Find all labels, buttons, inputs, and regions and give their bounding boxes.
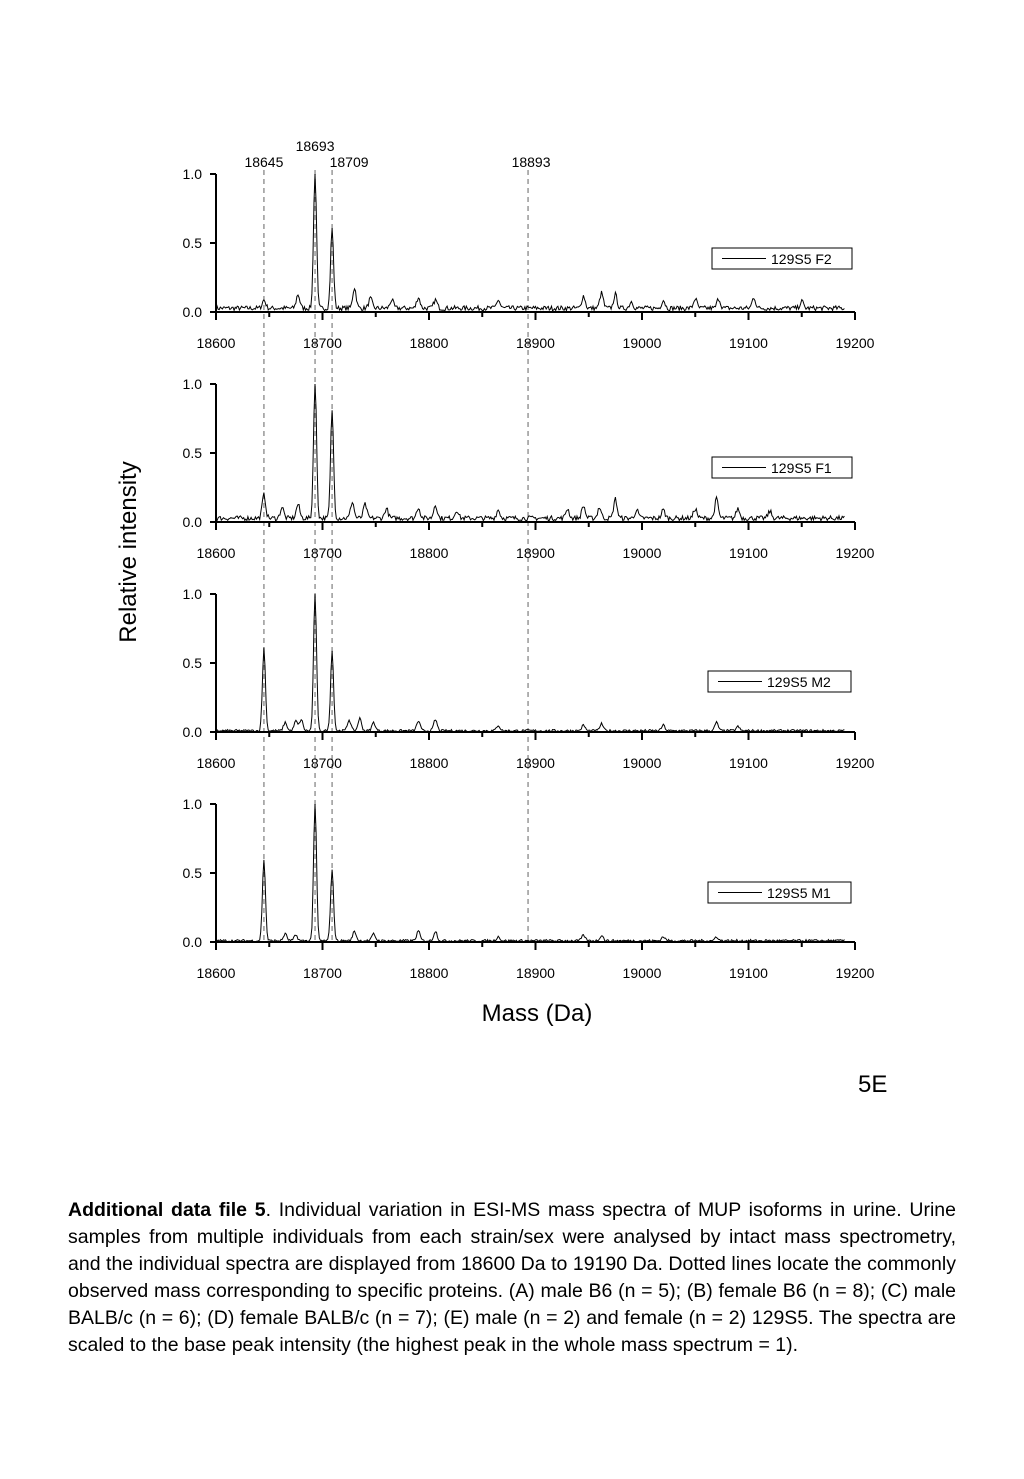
x-tick-label: 18900 [516, 965, 555, 981]
x-tick-label: 19000 [622, 335, 662, 351]
x-tick-label: 19100 [729, 965, 768, 981]
x-tick-label: 18800 [409, 755, 449, 771]
spectrum-line [216, 384, 844, 521]
x-tick-label: 19000 [622, 965, 662, 981]
legend-label: 129S5 M1 [767, 885, 831, 901]
x-tick-label: 18800 [409, 965, 449, 981]
x-tick-label: 19200 [835, 965, 875, 981]
caption-text: . Individual variation in ESI-MS mass spectra of MUP isoforms in urine. Urine samples from multiple individuals from each strain/sex were analysed by intact mass spectrometry, and the individual spectra are displayed from 18600 Da to 19190 Da. Dotted lines locate the commonly observed mass corresponding to specific proteins. (A) male B6 (n = 5); (B) female B6 (n = 8); (C) male BALB/c (n = 6); (D) female BALB/c (n = 7); (E) male (n = 2) and female (n = 2) 129S5. The spectra are scaled to the base peak intensity (the highest peak in the whole mass spectrum = 1). [68, 1199, 957, 1356]
x-tick-label: 19100 [729, 755, 768, 771]
spectrum-panel [183, 796, 875, 981]
legend-label: 129S5 F2 [771, 251, 832, 267]
spectrum-line [216, 174, 844, 311]
figure-caption [68, 1197, 956, 1359]
reference-label: 18693 [295, 138, 335, 154]
spectrum-line [216, 804, 844, 942]
x-tick-label: 18600 [196, 755, 236, 771]
legend-label: 129S5 F1 [771, 460, 832, 476]
x-tick-label: 18800 [409, 545, 449, 561]
x-tick-label: 18700 [303, 965, 342, 981]
x-tick-label: 18600 [196, 545, 236, 561]
reference-label: 18893 [511, 154, 551, 170]
x-tick-label: 18700 [303, 545, 342, 561]
reference-labels [244, 138, 550, 170]
y-tick-label: 0.0 [182, 724, 202, 740]
y-tick-label: 1.0 [182, 586, 202, 602]
x-tick-label: 18700 [303, 755, 342, 771]
caption-title: Additional data file 5 [68, 1199, 266, 1221]
y-tick-label: 0.0 [182, 934, 202, 950]
x-tick-label: 18600 [196, 335, 236, 351]
x-tick-label: 19200 [835, 545, 875, 561]
x-tick-label: 18700 [303, 335, 342, 351]
y-tick-label: 0.5 [182, 655, 202, 671]
y-tick-label: 1.0 [182, 796, 202, 812]
x-tick-label: 19200 [835, 755, 875, 771]
x-tick-label: 19100 [729, 335, 768, 351]
x-tick-label: 19000 [622, 545, 662, 561]
y-tick-label: 0.0 [182, 304, 202, 320]
x-tick-label: 19000 [622, 755, 662, 771]
y-tick-label: 1.0 [182, 376, 202, 392]
x-axis-label: Mass (Da) [481, 1000, 593, 1027]
y-tick-label: 0.0 [182, 514, 202, 530]
x-tick-label: 18900 [516, 335, 555, 351]
x-tick-label: 19200 [835, 335, 875, 351]
panel-letter: 5E [858, 1071, 888, 1098]
y-tick-label: 0.5 [182, 865, 202, 881]
x-tick-label: 18900 [516, 755, 555, 771]
y-axis-label: Relative intensity [115, 461, 142, 643]
y-tick-label: 1.0 [182, 166, 202, 182]
x-tick-label: 18900 [516, 545, 555, 561]
y-tick-label: 0.5 [182, 235, 202, 251]
y-tick-label: 0.5 [182, 445, 202, 461]
legend-label: 129S5 M2 [767, 674, 831, 690]
x-tick-label: 18800 [409, 335, 449, 351]
spectrum-line [216, 594, 844, 732]
reference-label: 18645 [244, 154, 284, 170]
x-tick-label: 19100 [729, 545, 768, 561]
x-tick-label: 18600 [196, 965, 236, 981]
reference-label: 18709 [329, 154, 369, 170]
